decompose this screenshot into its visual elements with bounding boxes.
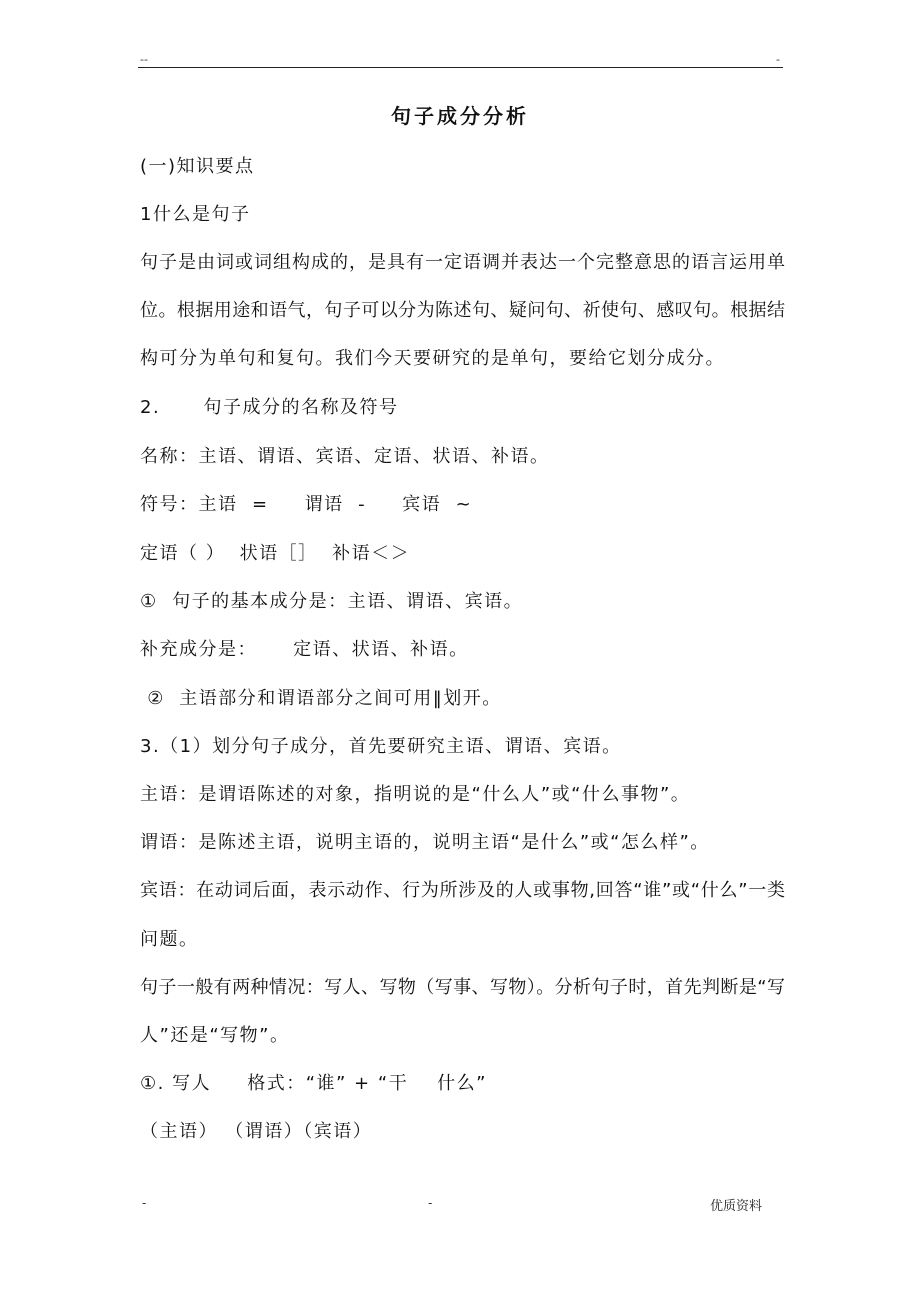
predicate-definition-line: 谓语：是陈述主语，说明主语的，说明主语“是什么”或“怎么样”。 <box>140 832 710 853</box>
basic-components-line: ① 句子的基本成分是：主语、谓语、宾语。 <box>140 591 524 612</box>
paragraph-line: 构可分为单句和复句。我们今天要研究的是单句，要给它划分成分。 <box>140 348 725 369</box>
paragraph-line: 句子是由词或词组构成的，是具有一定语调并表达一个完整意思的语言运用单 <box>140 252 785 273</box>
document-title: 句子成分分析 <box>391 104 529 128</box>
supplementary-components-line: 补充成分是： 定语、状语、补语。 <box>140 639 469 660</box>
subject-predicate-divider-line: ② 主语部分和谓语部分之间可用‖划开。 <box>140 688 502 709</box>
component-symbols-line: 定语（ ） 状语［］ 补语＜＞ <box>140 543 411 564</box>
component-symbols-line: 符号：主语 = 谓语 - 宾语 ~ <box>140 494 473 515</box>
object-definition-line: 问题。 <box>140 929 199 950</box>
paragraph-line: 人”还是“写物”。 <box>140 1025 290 1046</box>
subheading-what-is-sentence: 1什么是句子 <box>140 204 251 225</box>
subheading-dividing-components: 3.（1）划分句子成分，首先要研究主语、谓语、宾语。 <box>140 736 622 757</box>
footer-center-mark: - <box>428 1196 433 1210</box>
subheading-component-names: 2. 句子成分的名称及符号 <box>140 397 399 418</box>
header-right-mark: - <box>776 53 780 66</box>
footer-label: 优质资料 <box>710 1199 763 1214</box>
header-rule <box>138 67 783 68</box>
header-left-mark: -- <box>140 53 148 66</box>
paragraph-line: 位。根据用途和语气，句子可以分为陈述句、疑问句、祈使句、感叹句。根据结 <box>140 300 785 321</box>
format-line: ①. 写人 格式：“谁” + “干 什么” <box>140 1073 487 1094</box>
object-definition-line: 宾语：在动词后面，表示动作、行为所涉及的人或事物,回答“谁”或“什么”一类 <box>140 880 785 901</box>
paragraph-line: 句子一般有两种情况：写人、写物（写事、写物）。分析句子时，首先判断是“写 <box>140 977 785 998</box>
subject-definition-line: 主语：是谓语陈述的对象，指明说的是“什么人”或“什么事物”。 <box>140 784 691 805</box>
section-heading-knowledge-points: (一)知识要点 <box>140 156 255 177</box>
format-labels-line: （主语） （谓语）（宾语） <box>140 1121 373 1142</box>
footer-left-mark: - <box>142 1196 147 1210</box>
component-names-line: 名称：主语、谓语、宾语、定语、状语、补语。 <box>140 446 550 467</box>
